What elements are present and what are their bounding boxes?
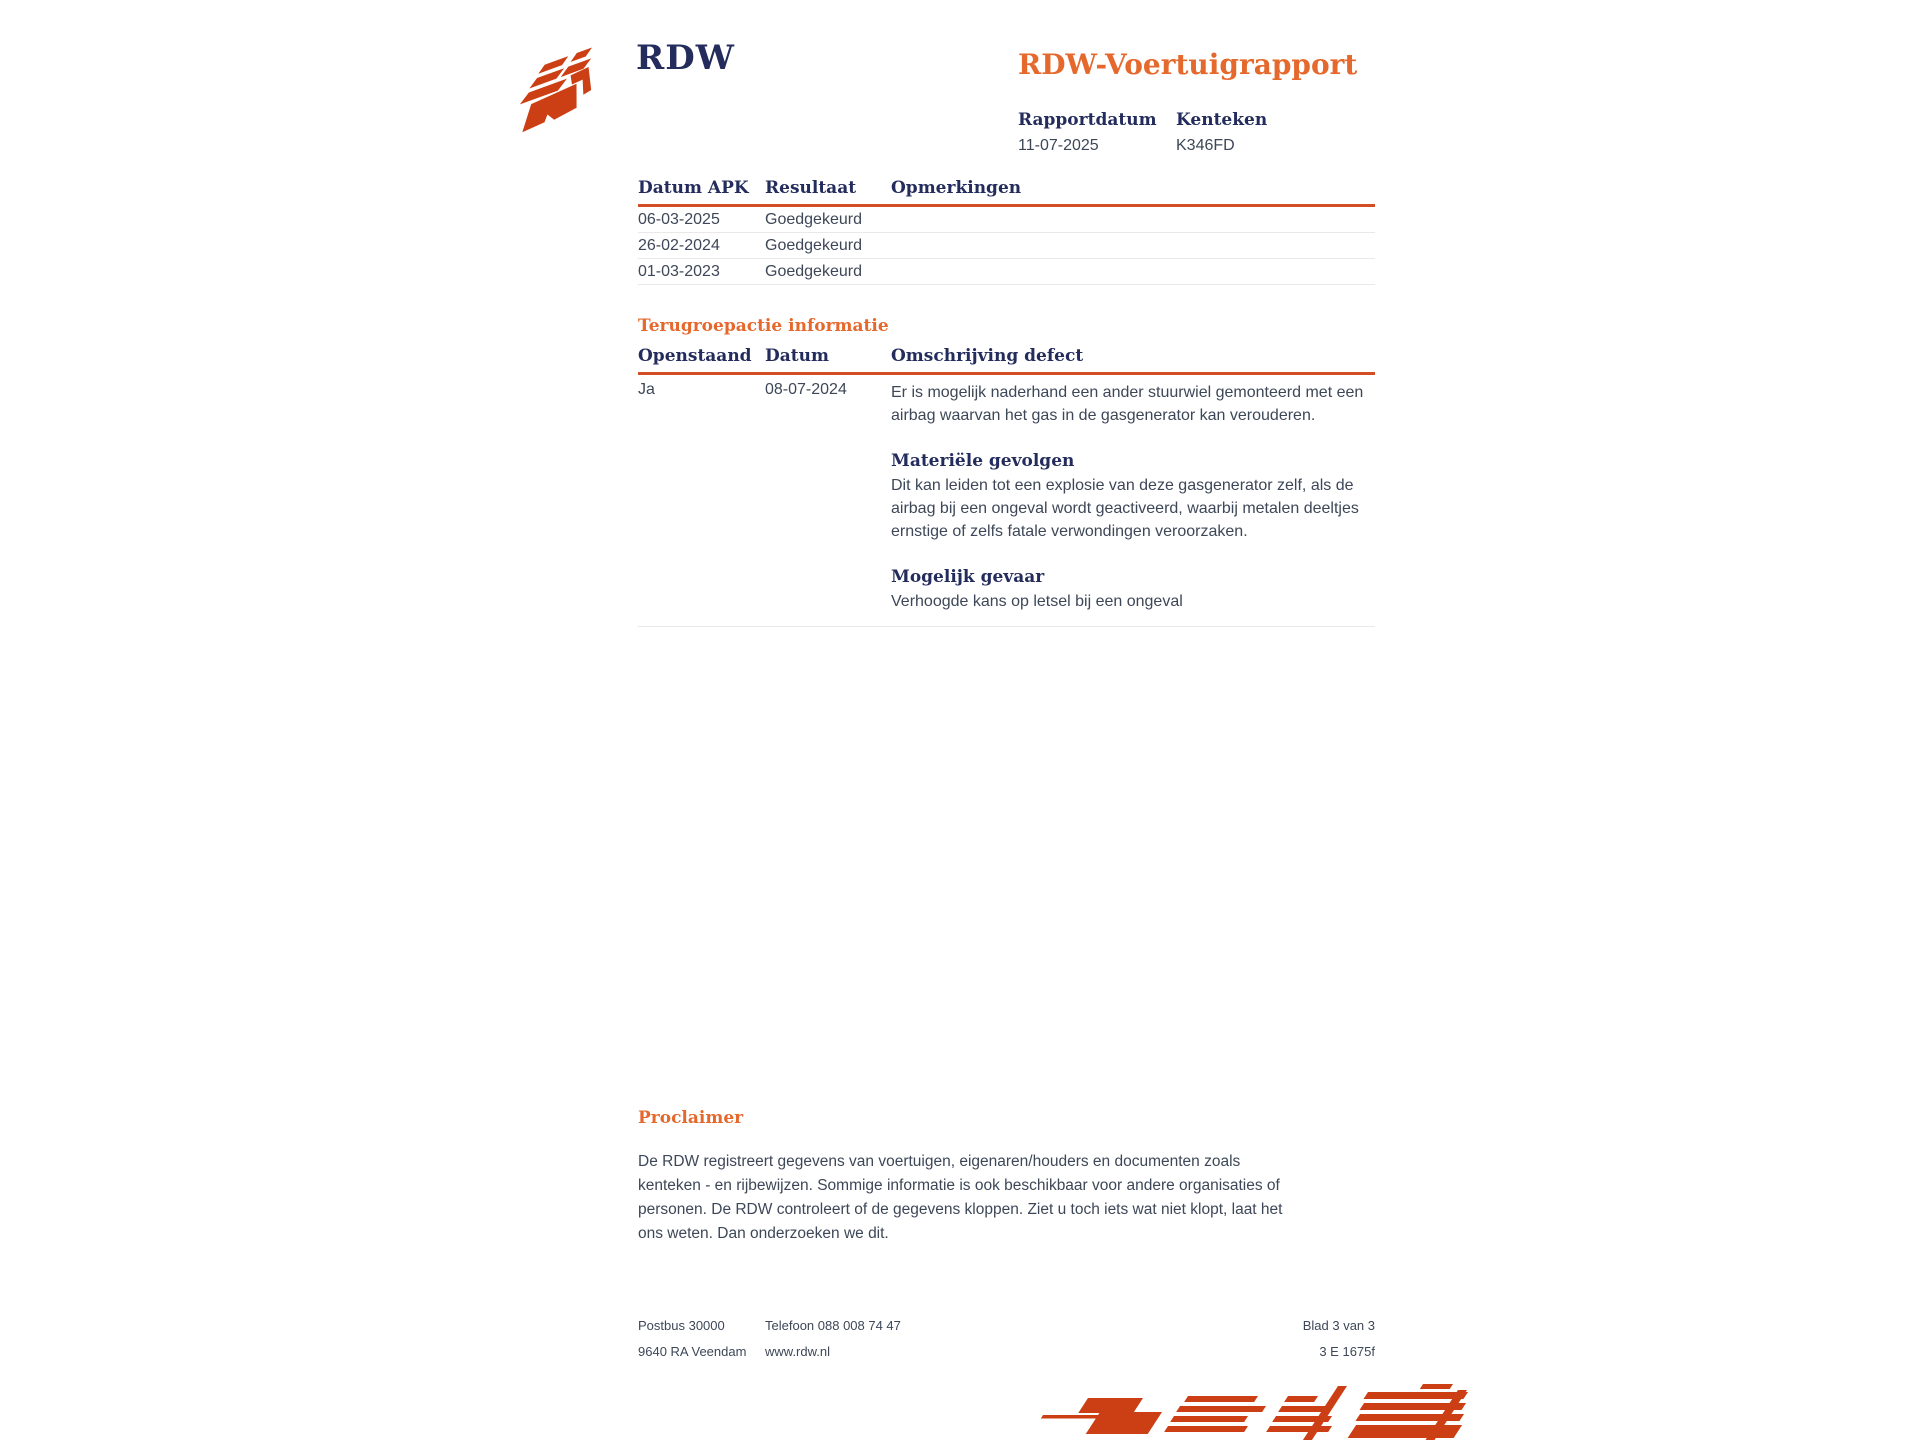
report-date-label: Rapportdatum [1018,110,1157,130]
footer-form-code: 3 E 1675f [1319,1344,1375,1359]
page-footer [638,1318,1375,1370]
possible-danger-heading: Mogelijk gevaar [891,567,1045,587]
footer-page-indicator: Blad 3 van 3 [1302,1318,1375,1333]
cell-defect-description [891,381,1375,613]
page-title: RDW-Voertuigrapport [1018,48,1358,81]
cell-resultaat: Goedgekeurd [765,263,862,280]
recall-section [638,316,1375,627]
rdw-wing-icon [503,46,629,140]
cell-opmerkingen [891,211,1375,229]
license-plate-label: Kenteken [1176,110,1268,130]
cell-datum: 26-02-2024 [638,237,720,254]
report-date-value: 11-07-2025 [1018,137,1099,154]
column-header-omschrijving-defect: Omschrijving defect [891,346,1084,366]
column-header-opmerkingen: Opmerkingen [891,178,1022,198]
table-row [638,259,1375,285]
apk-table-header [638,178,1375,207]
cell-datum: 01-03-2023 [638,263,720,280]
cell-datum: 06-03-2025 [638,211,720,228]
table-row [638,233,1375,259]
table-row [638,207,1375,233]
column-header-datum-apk: Datum APK [638,178,749,198]
footer-postbus: Postbus 30000 [638,1318,725,1333]
cell-opmerkingen [891,263,1375,281]
rdw-logo-text: RDW [636,38,735,78]
column-header-datum: Datum [765,346,829,366]
proclaimer-title: Proclaimer [638,1108,744,1128]
report-meta [1018,110,1267,155]
cell-datum: 08-07-2024 [765,381,847,398]
recall-section-title: Terugroepactie informatie [638,316,889,336]
recall-table-header [638,346,1375,375]
footer-row [638,1318,1375,1334]
cell-resultaat: Goedgekeurd [765,237,862,254]
footer-phone: Telefoon 088 008 74 47 [765,1318,901,1333]
license-plate-block [1176,110,1267,155]
footer-city: 9640 RA Veendam [638,1344,747,1359]
material-consequences-text: Dit kan leiden tot een explosie van deze gasgenerator zelf, als de airbag bij een ongeval wordt geactiveerd, waarbij metalen deeltjes ernstige of zelfs fatale verwondingen veroorzaken. [891,477,1359,540]
apk-history-table [638,178,1375,285]
column-header-openstaand: Openstaand [638,346,752,366]
defect-paragraph: Er is mogelijk naderhand een ander stuurwiel gemonteerd met een airbag waarvan het gas in de gasgenerator kan verouderen. [891,384,1364,424]
proclaimer-section [638,1108,1298,1246]
column-header-resultaat: Resultaat [765,178,857,198]
cell-resultaat: Goedgekeurd [765,211,862,228]
proclaimer-text: De RDW registreert gegevens van voertuigen, eigenaren/houders en documenten zoals kenteken - en rijbewijzen. Sommige informatie is ook beschikbaar voor andere organisaties of personen. De RDW controleert of de gegevens kloppen. Ziet u toch iets wat niet klopt, laat het ons weten. Dan onderzoeken we dit. [638,1153,1283,1242]
report-date-block [1018,110,1176,155]
material-consequences-heading: Materiële gevolgen [891,451,1075,471]
license-plate-value: K346FD [1176,137,1235,154]
footer-website: www.rdw.nl [765,1344,831,1359]
rdw-flag-stripes-graphic [1038,1384,1473,1440]
footer-row [638,1344,1375,1360]
possible-danger-text: Verhoogde kans op letsel bij een ongeval [891,593,1183,610]
cell-openstaand: Ja [638,381,655,398]
recall-row [638,375,1375,627]
cell-opmerkingen [891,237,1375,255]
